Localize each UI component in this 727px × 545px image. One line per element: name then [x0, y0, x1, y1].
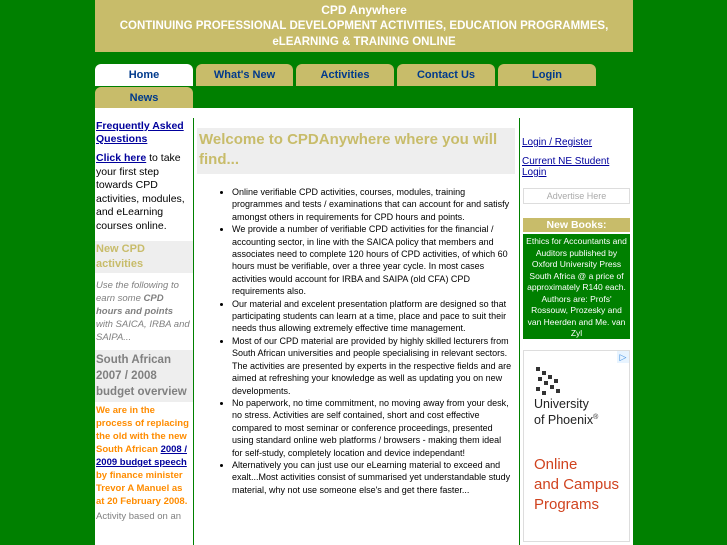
- login-register-link[interactable]: Login / Register: [522, 137, 593, 148]
- budget-text-part1: We are in the process of replacing the old with the new South African: [96, 405, 189, 455]
- click-here-link[interactable]: Click here: [96, 152, 147, 164]
- current-student-login-link[interactable]: Current NE Student Login: [522, 156, 610, 178]
- site-tagline-line2: eLEARNING & TRAINING ONLINE: [272, 36, 456, 48]
- list-item: • Alternatively you can just use our eLearning material to exceed and exalt...Most activities consist of summarised yet understandable study material, why not use someone else's and get there faster...: [232, 459, 513, 496]
- new-books-heading: New Books:: [523, 218, 630, 232]
- faq-link[interactable]: Frequently Asked Questions: [96, 120, 184, 145]
- budget-text-part2: by finance minister Trevor A Manuel as at 20 February 2008.: [96, 470, 188, 507]
- welcome-heading: Welcome to CPDAnywhere where you will find...: [197, 128, 515, 174]
- budget-more: Activity based on an: [96, 511, 182, 522]
- ad-line1: Online: [534, 456, 578, 473]
- cpd-note: [96, 279, 192, 344]
- site-name: CPD Anywhere: [321, 3, 407, 17]
- ad-line3: Programs: [534, 496, 600, 513]
- university-of-phoenix-ad[interactable]: [523, 350, 630, 542]
- tab-contact-us[interactable]: Contact Us: [397, 64, 495, 86]
- list-item: • No paperwork, no time commitment, no moving away from your desk, no stress. Activities are self contained, short and cost effective compared to most seminar or conference proceedings, presented using standard online web platforms / browsers - making them ideal for self-study, completely location and device independant!: [232, 397, 513, 459]
- main-content: [194, 118, 519, 545]
- site-tagline-line1: CONTINUING PROFESSIONAL DEVELOPMENT ACTIVITIES, EDUCATION PROGRAMMES,: [119, 20, 609, 32]
- feature-list: [194, 186, 513, 496]
- ad-line2: and Campus: [534, 476, 620, 493]
- intro-body: to take your first step towards CPD activities, modules, and eLearning courses online.: [96, 152, 185, 232]
- adchoices-icon[interactable]: ▷: [617, 351, 629, 363]
- book-description: Ethics for Accountants and Auditors published by Oxford University Press South Africa @ a price of approximately R140 each. Authors are: Profs' Rossouw, Prozesky and van Heerden and Me. van Zyl: [523, 234, 630, 339]
- list-item: • Our material and excelent presentation platform are designed so that participating students can learn at a time, place and pace to suit their needs thus allowing extremely effective time management.: [232, 298, 513, 335]
- cpd-note-part1: Use the following to earn some: [96, 280, 179, 304]
- cpd-note-part2: with SAICA, IRBA and SAIPA...: [96, 319, 190, 343]
- advertise-here-box[interactable]: Advertise Here: [523, 188, 630, 204]
- ad-uni-line2-wrap: [534, 411, 598, 427]
- list-item: • We provide a number of verifiable CPD activities for the financial / accounting sector, in line with the SAICA policy that members and associates need to complete 120 hours of CPD activities, of which 60 hours must be verifiable, over a three year cycle. In most cases activities would account for IRBA and SAIPA (old CFA) CPD requirements also.: [232, 223, 513, 297]
- tab-activities[interactable]: Activities: [296, 64, 394, 86]
- site-header: [95, 0, 633, 52]
- ad-uni-line2: of Phoenix: [534, 413, 594, 428]
- budget-speech-link[interactable]: 2008 / 2009 budget speech: [96, 444, 187, 468]
- list-item: • Most of our CPD material are provided by highly skilled lecturers from South African universities and people specialising in relevant sectors. The activities are presented by experts in the respective fields and are aimed at refreshing your knowledge as well as updating you on new developments.: [232, 335, 513, 397]
- tab-home[interactable]: Home: [95, 64, 193, 86]
- tab-news[interactable]: News: [95, 87, 193, 109]
- phoenix-logo-icon: [534, 363, 564, 395]
- tab-whats-new[interactable]: What's New: [196, 64, 293, 86]
- list-item: • Online verifiable CPD activities, courses, modules, training programmes and tests / examinations that can account for and satisfy amongst others in requirements for CPD hours and points.: [232, 186, 513, 223]
- intro-text: [96, 152, 192, 233]
- cpd-note-bold: CPD hours and points: [96, 293, 174, 317]
- left-sidebar: [95, 118, 194, 545]
- ad-headline: [534, 455, 619, 515]
- right-sidebar: [520, 118, 633, 545]
- budget-text: [96, 404, 192, 508]
- ad-university-name: [534, 397, 598, 427]
- new-cpd-heading: New CPD activities: [95, 241, 193, 273]
- nav-strip: [95, 108, 633, 118]
- ad-uni-line1: University: [534, 397, 589, 411]
- tab-login[interactable]: Login: [498, 64, 596, 86]
- ad-registered-mark: ®: [593, 414, 599, 421]
- budget-heading: South African 2007 / 2008 budget overview: [95, 350, 193, 402]
